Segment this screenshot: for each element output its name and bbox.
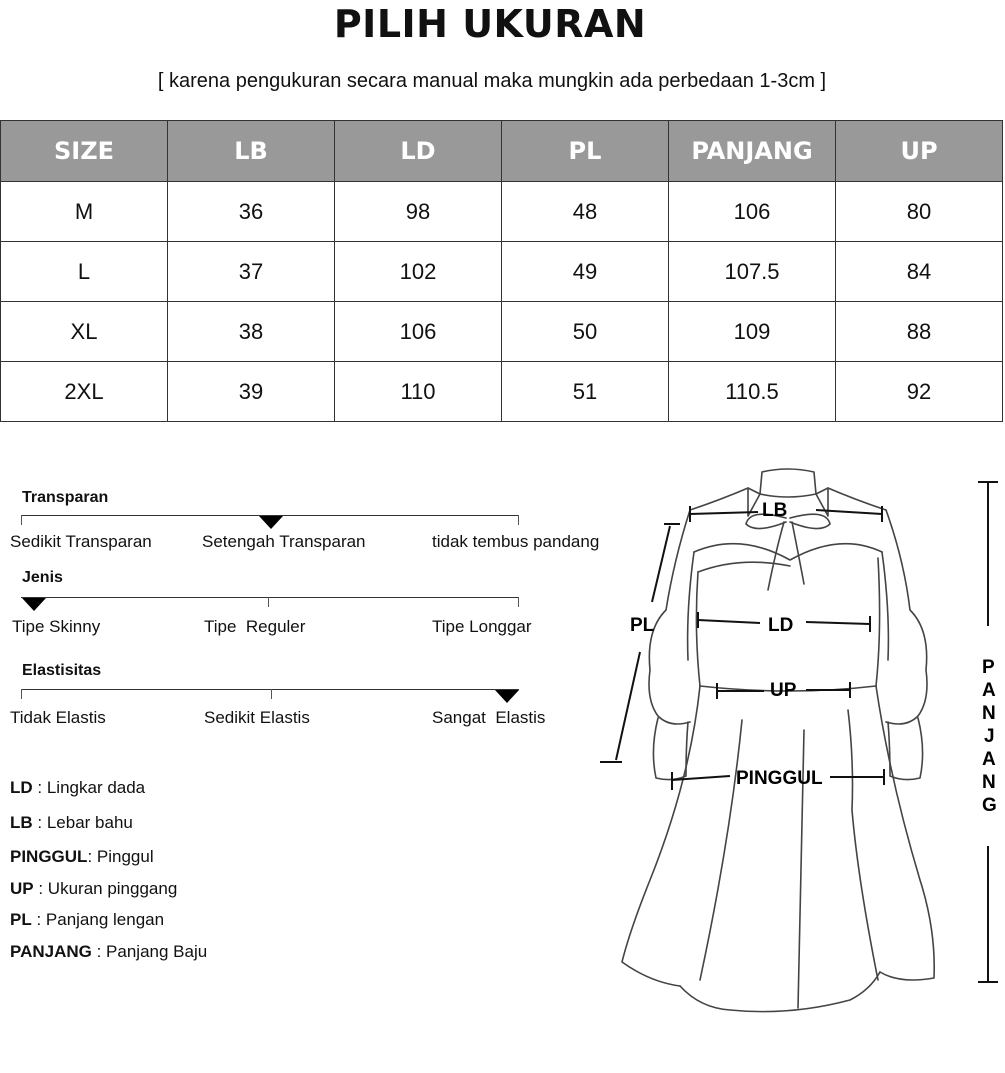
scale-label: tidak tembus pandang bbox=[432, 532, 600, 551]
cell-pl: 51 bbox=[502, 362, 669, 422]
panjang-letter: N bbox=[982, 703, 996, 724]
scale-tick bbox=[271, 689, 272, 699]
dress-diagram bbox=[590, 460, 1005, 1020]
table-row bbox=[1, 182, 1003, 242]
table-row bbox=[1, 302, 1003, 362]
legend-sep: : bbox=[31, 910, 46, 929]
legend-desc: Lingkar dada bbox=[46, 778, 146, 797]
cell-up: 92 bbox=[836, 362, 1003, 422]
legend-desc: Pinggul bbox=[96, 847, 154, 866]
cell-pl: 50 bbox=[502, 302, 669, 362]
page-title: PILIH UKURAN bbox=[333, 2, 647, 46]
legend-item-lb bbox=[10, 813, 133, 833]
header-panjang: PANJANG bbox=[669, 121, 836, 182]
cell-lb: 38 bbox=[168, 302, 335, 362]
jenis-line bbox=[21, 597, 519, 598]
legend-abbr: UP bbox=[10, 879, 34, 898]
label-ld: LD bbox=[768, 615, 794, 636]
selected-marker-icon bbox=[495, 690, 519, 703]
cell-size: L bbox=[1, 242, 168, 302]
cell-up: 80 bbox=[836, 182, 1003, 242]
elastisitas-line bbox=[21, 689, 519, 690]
dress-sketch-icon bbox=[622, 469, 934, 1012]
legend-item-pl bbox=[10, 910, 164, 930]
size-table-header-row bbox=[1, 121, 1003, 182]
cell-ld: 98 bbox=[335, 182, 502, 242]
header-ld: LD bbox=[335, 121, 502, 182]
legend-item-up bbox=[10, 879, 177, 899]
legend-abbr: PANJANG bbox=[10, 942, 92, 961]
transparan-title: Transparan bbox=[22, 489, 109, 506]
label-pinggul: PINGGUL bbox=[736, 768, 823, 789]
cell-up: 84 bbox=[836, 242, 1003, 302]
panjang-letter: A bbox=[982, 680, 996, 701]
cell-size: 2XL bbox=[1, 362, 168, 422]
header-size: SIZE bbox=[1, 121, 168, 182]
legend-sep: : bbox=[87, 847, 97, 866]
scale-tick bbox=[268, 597, 269, 607]
scale-tick bbox=[21, 515, 22, 525]
scale-tick bbox=[518, 597, 519, 607]
table-row bbox=[1, 242, 1003, 302]
cell-panjang: 110.5 bbox=[669, 362, 836, 422]
legend-desc: Ukuran pinggang bbox=[47, 879, 178, 898]
cell-ld: 102 bbox=[335, 242, 502, 302]
scale-tick bbox=[21, 689, 22, 699]
legend-sep: : bbox=[91, 942, 107, 961]
panjang-letter: J bbox=[984, 726, 995, 747]
legend-item-panjang bbox=[10, 942, 207, 962]
scale-label: Sedikit Elastis bbox=[204, 708, 310, 727]
legend-abbr: PL bbox=[10, 910, 32, 929]
legend-abbr: PINGGUL bbox=[10, 847, 88, 866]
legend-sep: : bbox=[32, 813, 47, 832]
scale-label: Tipe Reguler bbox=[204, 617, 306, 636]
header-up: UP bbox=[836, 121, 1003, 182]
scale-label: Tipe Longgar bbox=[432, 617, 532, 636]
selected-marker-icon bbox=[259, 516, 283, 529]
cell-panjang: 109 bbox=[669, 302, 836, 362]
scale-label: Sedikit Transparan bbox=[10, 532, 152, 551]
cell-panjang: 107.5 bbox=[669, 242, 836, 302]
cell-size: XL bbox=[1, 302, 168, 362]
elastisitas-title: Elastisitas bbox=[22, 662, 102, 679]
cell-panjang: 106 bbox=[669, 182, 836, 242]
legend-desc: Panjang Baju bbox=[106, 942, 208, 961]
cell-ld: 106 bbox=[335, 302, 502, 362]
label-pl: PL bbox=[630, 615, 655, 636]
cell-lb: 36 bbox=[168, 182, 335, 242]
cell-pl: 48 bbox=[502, 182, 669, 242]
size-table bbox=[0, 120, 1003, 422]
cell-ld: 110 bbox=[335, 362, 502, 422]
cell-lb: 39 bbox=[168, 362, 335, 422]
header-pl: PL bbox=[502, 121, 669, 182]
scale-label: Tipe Skinny bbox=[12, 617, 101, 636]
legend-sep: : bbox=[33, 879, 48, 898]
cell-up: 88 bbox=[836, 302, 1003, 362]
scale-label: Sangat Elastis bbox=[432, 708, 546, 727]
scale-label: Tidak Elastis bbox=[10, 708, 106, 727]
label-panjang bbox=[982, 657, 997, 816]
legend-abbr: LD bbox=[10, 778, 33, 797]
scale-label: Setengah Transparan bbox=[202, 532, 366, 551]
measurement-note: [ karena pengukuran secara manual maka mungkin ada perbedaan 1-3cm ] bbox=[157, 70, 827, 92]
legend-desc: Lebar bahu bbox=[46, 813, 133, 832]
scale-tick bbox=[518, 515, 519, 525]
legend-sep: : bbox=[32, 778, 47, 797]
label-up: UP bbox=[770, 680, 797, 701]
panjang-letter: N bbox=[982, 772, 996, 793]
cell-lb: 37 bbox=[168, 242, 335, 302]
legend-item-pinggul bbox=[10, 847, 154, 867]
cell-size: M bbox=[1, 182, 168, 242]
panjang-letter: G bbox=[982, 795, 997, 816]
legend-item-ld bbox=[10, 778, 145, 798]
label-lb: LB bbox=[762, 500, 788, 521]
header-lb: LB bbox=[168, 121, 335, 182]
legend-abbr: LB bbox=[10, 813, 33, 832]
jenis-title: Jenis bbox=[22, 569, 63, 586]
panjang-letter: A bbox=[982, 749, 996, 770]
panjang-letter: P bbox=[982, 657, 995, 678]
cell-pl: 49 bbox=[502, 242, 669, 302]
selected-marker-icon bbox=[22, 598, 46, 611]
table-row bbox=[1, 362, 1003, 422]
legend-desc: Panjang lengan bbox=[45, 910, 165, 929]
